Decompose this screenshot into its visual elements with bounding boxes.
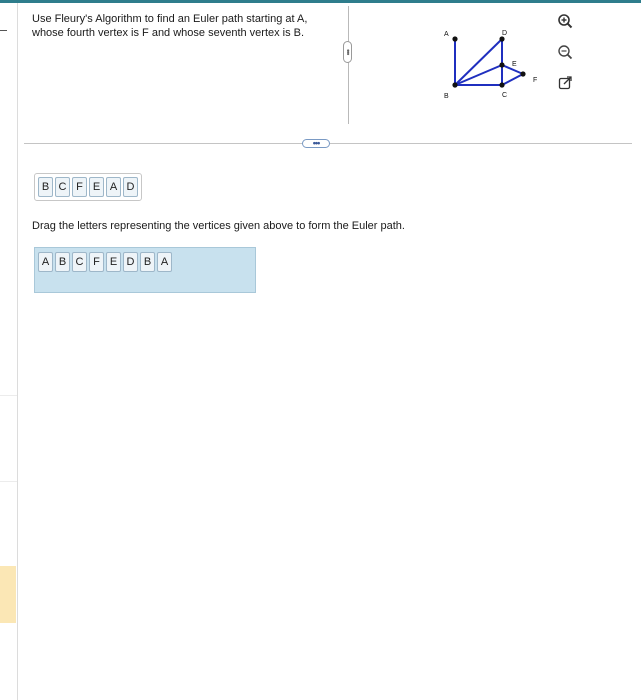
gutter-dash xyxy=(0,30,7,31)
vertex-b xyxy=(452,82,457,87)
edge-b-e xyxy=(455,65,502,85)
vertex-label-a: A xyxy=(444,31,449,38)
source-tile[interactable]: B xyxy=(38,177,53,197)
vertex-c xyxy=(499,82,504,87)
vertex-label-c: C xyxy=(502,92,508,99)
answer-tile[interactable]: A xyxy=(38,252,53,272)
instruction-text: Drag the letters representing the vertices given above to form the Euler path. xyxy=(32,220,405,232)
answer-tile[interactable]: D xyxy=(123,252,138,272)
vertical-divider xyxy=(348,6,349,124)
vertex-label-b: B xyxy=(444,93,449,100)
answer-tile[interactable]: E xyxy=(106,252,121,272)
answer-tile[interactable]: B xyxy=(55,252,70,272)
source-tile[interactable]: A xyxy=(106,177,121,197)
vertex-d xyxy=(499,36,504,41)
vertex-e xyxy=(499,62,504,67)
answer-tile-row xyxy=(38,252,172,272)
gutter-highlight xyxy=(0,566,16,623)
source-tile[interactable]: F xyxy=(72,177,87,197)
edge-f-c xyxy=(502,74,523,85)
left-gutter xyxy=(0,3,18,700)
question-text xyxy=(32,12,332,40)
zoom-out-icon xyxy=(557,44,573,60)
question-line-2: whose fourth vertex is F and whose seventh vertex is B. xyxy=(32,27,305,39)
source-tile[interactable]: D xyxy=(123,177,138,197)
zoom-out-button[interactable] xyxy=(556,43,574,61)
gutter-separator xyxy=(0,481,17,482)
vertex-f xyxy=(520,71,525,76)
source-tile[interactable]: C xyxy=(55,177,70,197)
answer-tile[interactable]: F xyxy=(89,252,104,272)
top-accent-bar xyxy=(0,0,641,3)
question-line-1: Use Fleury's Algorithm to find an Euler path starting at A, xyxy=(32,13,308,25)
euler-graph xyxy=(430,22,538,104)
vertex-label-f: F xyxy=(533,77,538,84)
answer-tile[interactable]: B xyxy=(140,252,155,272)
vertex-a xyxy=(452,36,457,41)
answer-tile[interactable]: C xyxy=(72,252,87,272)
gutter-separator xyxy=(0,395,17,396)
source-tile-bank xyxy=(34,173,142,201)
answer-drop-zone[interactable] xyxy=(34,247,256,293)
vertex-label-d: D xyxy=(502,30,508,37)
answer-tile[interactable]: A xyxy=(157,252,172,272)
zoom-in-icon xyxy=(557,13,573,29)
zoom-in-button[interactable] xyxy=(556,12,574,30)
vertex-label-e: E xyxy=(512,61,517,68)
vertical-resize-handle[interactable]: ••• xyxy=(343,41,352,63)
popout-icon xyxy=(557,75,573,91)
popout-button[interactable] xyxy=(556,74,574,92)
horizontal-resize-handle[interactable]: ••• xyxy=(302,139,330,148)
source-tile[interactable]: E xyxy=(89,177,104,197)
edge-b-d xyxy=(455,39,502,85)
